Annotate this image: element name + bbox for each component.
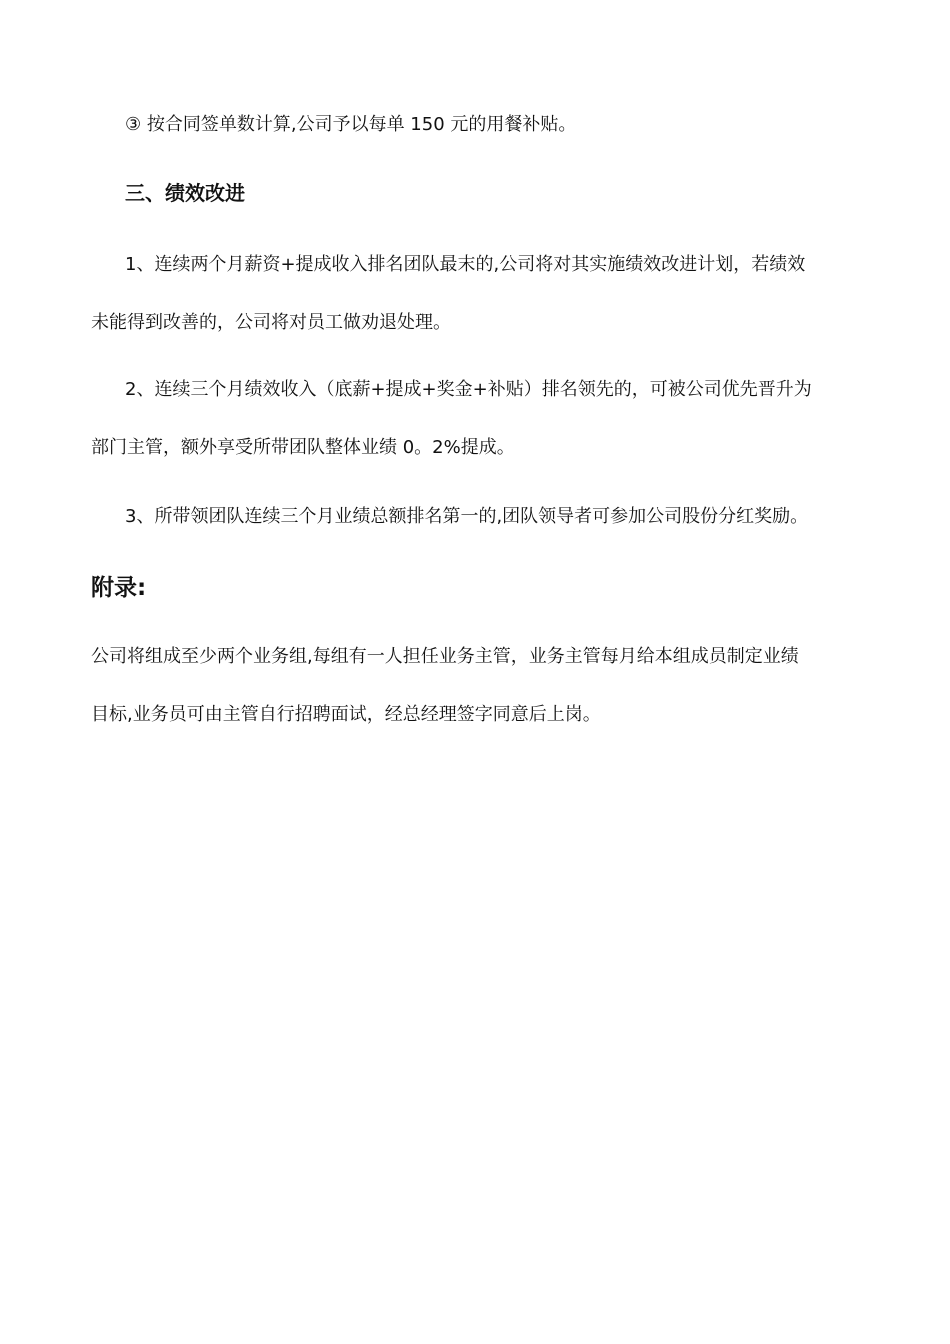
performance-point-1-line-2: 未能得到改善的，公司将对员工做劝退处理。 [91, 312, 451, 333]
appendix-line-2: 目标,业务员可由主管自行招聘面试，经总经理签字同意后上岗。 [91, 704, 601, 725]
appendix-title: 附录: [91, 575, 147, 601]
performance-point-2-line-2: 部门主管，额外享受所带团队整体业绩 0。2%提成。 [91, 437, 515, 458]
performance-point-3: 3、所带领团队连续三个月业绩总额排名第一的,团队领导者可参加公司股份分红奖励。 [125, 506, 809, 527]
performance-point-1-line-1: 1、连续两个月薪资+提成收入排名团队最末的,公司将对其实施绩效改进计划，若绩效 [125, 254, 806, 275]
appendix-line-1: 公司将组成至少两个业务组,每组有一人担任业务主管，业务主管每月给本组成员制定业绩 [91, 646, 799, 667]
performance-point-2-line-1: 2、连续三个月绩效收入（底薪+提成+奖金+补贴）排名领先的，可被公司优先晋升为 [125, 379, 812, 400]
section-heading-performance-improvement: 三、绩效改进 [125, 181, 245, 205]
meal-subsidy-item: ③ 按合同签单数计算,公司予以每单 150 元的用餐补贴。 [125, 114, 577, 135]
